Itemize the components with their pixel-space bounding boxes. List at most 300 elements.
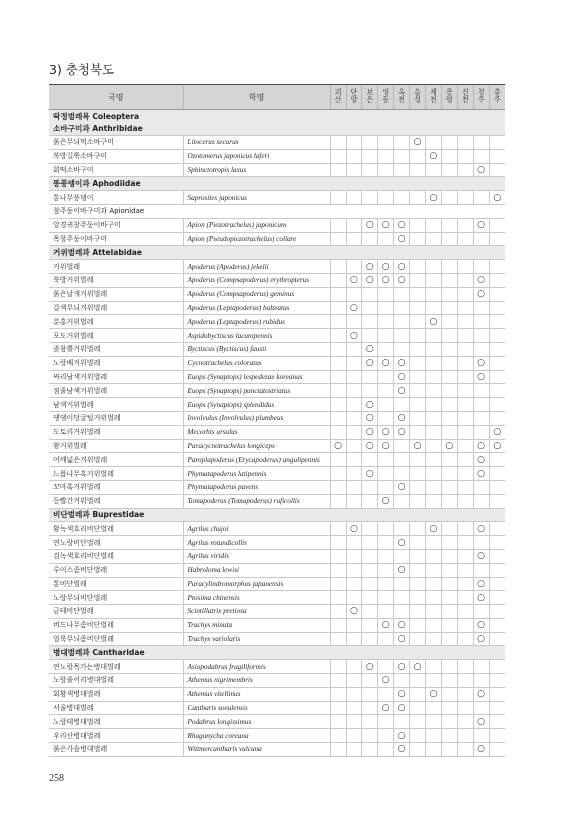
occurrence-mark: ○: [473, 743, 489, 757]
scientific-name-cell: Apion (Pseudopiezotrachelus) collare: [183, 232, 330, 246]
occurrence-mark: [441, 425, 457, 439]
occurrence-mark: [378, 136, 394, 150]
scientific-name-cell: Ozotomerus japonicus laferi: [183, 149, 330, 163]
occurrence-mark: [410, 522, 426, 536]
occurrence-mark: [330, 605, 346, 619]
occurrence-mark: [425, 674, 441, 688]
table-row: [49, 232, 505, 246]
occurrence-mark: ○: [473, 618, 489, 632]
occurrence-mark: [346, 715, 362, 729]
occurrence-mark: [362, 591, 378, 605]
occurrence-mark: [441, 287, 457, 301]
occurrence-mark: [441, 591, 457, 605]
occurrence-mark: [473, 384, 489, 398]
occurrence-mark: [378, 301, 394, 315]
family-label: 창주둥이바구미과 Apionidae: [53, 207, 145, 216]
occurrence-mark: ○: [473, 439, 489, 453]
occurrence-mark: [410, 563, 426, 577]
region-header-label: 단양: [349, 88, 359, 104]
scientific-name-cell: Phymatapoderus latipennis: [183, 467, 330, 481]
occurrence-mark: [330, 287, 346, 301]
occurrence-mark: [489, 522, 505, 536]
occurrence-mark: [394, 453, 410, 467]
occurrence-mark: ○: [378, 356, 394, 370]
family-label: 비단벌레과 Buprestidae: [53, 509, 145, 519]
occurrence-mark: ○: [378, 260, 394, 274]
occurrence-mark: [346, 232, 362, 246]
occurrence-mark: [489, 273, 505, 287]
occurrence-mark: [489, 163, 505, 177]
occurrence-mark: [473, 232, 489, 246]
scientific-name-cell: Habroloma lewisi: [183, 563, 330, 577]
occurrence-mark: [457, 577, 473, 591]
occurrence-mark: [330, 301, 346, 315]
occurrence-mark: ○: [410, 439, 426, 453]
occurrence-mark: ○: [473, 356, 489, 370]
occurrence-mark: [394, 342, 410, 356]
table-row: [49, 411, 505, 425]
korean-name-cell: 얼룩무늬좀비단벌레: [49, 632, 183, 646]
occurrence-mark: [410, 329, 426, 343]
occurrence-mark: [425, 218, 441, 232]
occurrence-mark: ○: [394, 356, 410, 370]
occurrence-mark: ○: [346, 329, 362, 343]
occurrence-mark: [457, 701, 473, 715]
occurrence-mark: [441, 674, 457, 688]
occurrence-mark: [346, 342, 362, 356]
occurrence-mark: [378, 729, 394, 743]
occurrence-mark: [489, 453, 505, 467]
korean-name-cell: 북방거위벌레: [49, 273, 183, 287]
occurrence-mark: [425, 342, 441, 356]
korean-name-cell: 거위벌레: [49, 260, 183, 274]
occurrence-mark: [473, 563, 489, 577]
occurrence-mark: ○: [362, 218, 378, 232]
occurrence-mark: [425, 605, 441, 619]
occurrence-mark: [378, 315, 394, 329]
occurrence-mark: [330, 384, 346, 398]
occurrence-mark: ○: [394, 687, 410, 701]
occurrence-mark: [441, 715, 457, 729]
occurrence-mark: [441, 632, 457, 646]
occurrence-mark: [425, 329, 441, 343]
occurrence-mark: [473, 605, 489, 619]
korean-name-cell: 노랑무늬비단벌레: [49, 591, 183, 605]
table-row: [49, 301, 505, 315]
occurrence-mark: [489, 701, 505, 715]
occurrence-mark: [457, 136, 473, 150]
occurrence-mark: [425, 260, 441, 274]
occurrence-mark: [457, 425, 473, 439]
region-header: [394, 85, 410, 110]
occurrence-mark: [378, 549, 394, 563]
korean-name-cell: 왕거위벌레: [49, 439, 183, 453]
occurrence-mark: [410, 453, 426, 467]
region-header: [346, 85, 362, 110]
occurrence-mark: [394, 605, 410, 619]
occurrence-mark: [410, 356, 426, 370]
occurrence-mark: ○: [473, 632, 489, 646]
table-row: [49, 701, 505, 715]
korean-name-header: 국명: [49, 85, 183, 110]
occurrence-mark: [410, 674, 426, 688]
scientific-name-cell: Wittmercantharis vulcana: [183, 743, 330, 757]
occurrence-mark: [489, 329, 505, 343]
occurrence-mark: [457, 715, 473, 729]
korean-name-cell: 남색거위벌레: [49, 398, 183, 412]
occurrence-mark: [410, 467, 426, 481]
region-header-label: 증평: [445, 88, 455, 104]
occurrence-mark: [425, 715, 441, 729]
occurrence-mark: [457, 398, 473, 412]
occurrence-mark: [330, 494, 346, 508]
occurrence-mark: [410, 301, 426, 315]
occurrence-mark: [378, 232, 394, 246]
region-header: [425, 85, 441, 110]
occurrence-mark: [330, 591, 346, 605]
occurrence-mark: [425, 632, 441, 646]
occurrence-mark: [457, 232, 473, 246]
family-cell: [49, 646, 505, 660]
occurrence-mark: ○: [378, 618, 394, 632]
scientific-name-cell: Athemus nigrimembris: [183, 674, 330, 688]
scientific-name-cell: Byctiscus (Byctiscus) fausti: [183, 342, 330, 356]
occurrence-mark: [489, 687, 505, 701]
occurrence-mark: [457, 218, 473, 232]
occurrence-mark: [489, 136, 505, 150]
table-row: [49, 384, 505, 398]
occurrence-mark: ○: [473, 715, 489, 729]
occurrence-mark: [346, 632, 362, 646]
scientific-name-cell: Apion (Piezotrachelus) japonicum: [183, 218, 330, 232]
scientific-name-header: 학명: [183, 85, 330, 110]
occurrence-mark: [441, 191, 457, 205]
occurrence-mark: [346, 149, 362, 163]
occurrence-mark: [378, 163, 394, 177]
family-cell: [49, 110, 505, 136]
occurrence-mark: [425, 563, 441, 577]
region-header-label: 진천: [461, 88, 471, 104]
table-row: [49, 439, 505, 453]
table-row: [49, 660, 505, 674]
occurrence-mark: [378, 632, 394, 646]
occurrence-mark: ○: [394, 370, 410, 384]
occurrence-mark: [457, 494, 473, 508]
occurrence-mark: [346, 563, 362, 577]
header-row: [49, 85, 505, 110]
occurrence-mark: [410, 687, 426, 701]
occurrence-mark: [441, 384, 457, 398]
scientific-name-cell: Apoderus (Compsapoderus) erythropterus: [183, 273, 330, 287]
occurrence-mark: [489, 632, 505, 646]
scientific-name-cell: Scintillatrix pretiosa: [183, 605, 330, 619]
table-row: [49, 563, 505, 577]
occurrence-mark: [394, 522, 410, 536]
occurrence-mark: [489, 356, 505, 370]
occurrence-mark: [425, 136, 441, 150]
occurrence-mark: [378, 287, 394, 301]
occurrence-mark: [410, 370, 426, 384]
korean-name-cell: 포도거위벌레: [49, 329, 183, 343]
occurrence-mark: [394, 549, 410, 563]
occurrence-mark: [489, 260, 505, 274]
occurrence-mark: [362, 453, 378, 467]
occurrence-mark: [441, 522, 457, 536]
table-row: [49, 425, 505, 439]
occurrence-mark: [362, 743, 378, 757]
occurrence-mark: [410, 577, 426, 591]
occurrence-mark: ○: [473, 549, 489, 563]
occurrence-mark: [330, 715, 346, 729]
region-header: [330, 85, 346, 110]
occurrence-mark: [394, 494, 410, 508]
occurrence-mark: [457, 384, 473, 398]
korean-name-cell: 버드나무좀비단벌레: [49, 618, 183, 632]
occurrence-mark: [441, 467, 457, 481]
occurrence-mark: [441, 260, 457, 274]
table-row: [49, 715, 505, 729]
family-label: 병대벌레과 Cantharidae: [53, 647, 145, 657]
occurrence-mark: [346, 577, 362, 591]
occurrence-mark: ○: [394, 563, 410, 577]
occurrence-mark: [330, 522, 346, 536]
scientific-name-cell: Rhagonycha coreana: [183, 729, 330, 743]
occurrence-mark: [378, 149, 394, 163]
scientific-name-cell: Euops (Synaptops) splendidus: [183, 398, 330, 412]
occurrence-mark: [425, 591, 441, 605]
occurrence-mark: [441, 218, 457, 232]
occurrence-mark: [425, 356, 441, 370]
table-row: [49, 467, 505, 481]
occurrence-mark: [346, 453, 362, 467]
occurrence-mark: [457, 370, 473, 384]
occurrence-mark: [489, 398, 505, 412]
table-row: [49, 342, 505, 356]
scientific-name-cell: Saprosites japonicus: [183, 191, 330, 205]
occurrence-mark: [362, 618, 378, 632]
scientific-name-cell: Apoderus (Leptapoderus) rubidus: [183, 315, 330, 329]
region-header-label: 괴산: [334, 88, 344, 104]
occurrence-mark: [441, 315, 457, 329]
occurrence-mark: [441, 356, 457, 370]
occurrence-mark: [457, 632, 473, 646]
korean-name-cell: 검녹색호리비단벌레: [49, 549, 183, 563]
scientific-name-cell: Podabrus longissimus: [183, 715, 330, 729]
scientific-name-cell: Phymatapoderus pavens: [183, 480, 330, 494]
occurrence-mark: [441, 232, 457, 246]
occurrence-mark: [346, 536, 362, 550]
table-row: [49, 549, 505, 563]
scientific-name-cell: Sphinctotropis laxus: [183, 163, 330, 177]
occurrence-mark: [441, 660, 457, 674]
occurrence-mark: [410, 218, 426, 232]
occurrence-mark: [489, 287, 505, 301]
occurrence-mark: ○: [473, 577, 489, 591]
occurrence-mark: [346, 163, 362, 177]
occurrence-mark: [362, 687, 378, 701]
table-row: [49, 218, 505, 232]
table-row: [49, 480, 505, 494]
scientific-name-cell: Euops (Synaptops) punctatostriatus: [183, 384, 330, 398]
occurrence-mark: [425, 618, 441, 632]
occurrence-mark: [330, 425, 346, 439]
occurrence-mark: [394, 329, 410, 343]
occurrence-mark: ○: [473, 522, 489, 536]
occurrence-mark: [362, 729, 378, 743]
occurrence-mark: ○: [362, 660, 378, 674]
occurrence-mark: [346, 370, 362, 384]
table-row: [49, 494, 505, 508]
occurrence-mark: ○: [394, 632, 410, 646]
occurrence-mark: ○: [378, 439, 394, 453]
occurrence-mark: [489, 301, 505, 315]
occurrence-mark: [330, 232, 346, 246]
table-row: [49, 577, 505, 591]
korean-name-cell: 회황색병대벌레: [49, 687, 183, 701]
occurrence-mark: ○: [394, 273, 410, 287]
occurrence-mark: [378, 743, 394, 757]
occurrence-mark: [425, 439, 441, 453]
occurrence-mark: [346, 439, 362, 453]
occurrence-mark: [378, 715, 394, 729]
occurrence-mark: ○: [362, 425, 378, 439]
occurrence-mark: [330, 743, 346, 757]
table-row: [49, 632, 505, 646]
page-number: 258: [49, 773, 64, 784]
occurrence-mark: [362, 163, 378, 177]
occurrence-mark: [346, 136, 362, 150]
scientific-name-cell: Paroplapoderus (Erycapoderus) angulipennis: [183, 453, 330, 467]
occurrence-mark: [330, 632, 346, 646]
occurrence-mark: [346, 701, 362, 715]
occurrence-mark: [410, 743, 426, 757]
scientific-name-cell: Trachys minuta: [183, 618, 330, 632]
occurrence-mark: [457, 618, 473, 632]
occurrence-mark: [457, 729, 473, 743]
occurrence-mark: [410, 232, 426, 246]
table-row: [49, 453, 505, 467]
occurrence-mark: [362, 301, 378, 315]
scientific-name-cell: Paracylindromorphus japanensis: [183, 577, 330, 591]
occurrence-mark: [330, 191, 346, 205]
scientific-name-cell: Euops (Synaptops) lespedezae koreanus: [183, 370, 330, 384]
table-row: [49, 260, 505, 274]
occurrence-mark: [362, 384, 378, 398]
korean-name-cell: 붉은가슴병대벌레: [49, 743, 183, 757]
occurrence-mark: [410, 163, 426, 177]
occurrence-mark: ○: [394, 260, 410, 274]
table-row: [49, 729, 505, 743]
occurrence-mark: [489, 591, 505, 605]
occurrence-mark: [489, 384, 505, 398]
family-label: 소바구미과 Anthribidae: [53, 123, 143, 133]
occurrence-mark: [425, 425, 441, 439]
table-row: [49, 618, 505, 632]
occurrence-mark: [425, 494, 441, 508]
occurrence-mark: ○: [362, 356, 378, 370]
korean-name-cell: 싸리남색거위벌레: [49, 370, 183, 384]
occurrence-mark: [441, 549, 457, 563]
table-row: [49, 356, 505, 370]
occurrence-mark: [489, 315, 505, 329]
region-header: [362, 85, 378, 110]
occurrence-mark: [362, 287, 378, 301]
occurrence-mark: ○: [473, 370, 489, 384]
occurrence-mark: [346, 729, 362, 743]
occurrence-mark: ○: [362, 467, 378, 481]
occurrence-mark: [362, 370, 378, 384]
occurrence-mark: ○: [425, 687, 441, 701]
scientific-name-cell: Agrilus rotundicollis: [183, 536, 330, 550]
occurrence-mark: ○: [425, 522, 441, 536]
occurrence-mark: [330, 453, 346, 467]
occurrence-mark: ○: [394, 743, 410, 757]
occurrence-mark: [425, 480, 441, 494]
occurrence-mark: [473, 660, 489, 674]
occurrence-mark: [346, 315, 362, 329]
occurrence-mark: [457, 536, 473, 550]
occurrence-mark: [362, 632, 378, 646]
occurrence-mark: [378, 411, 394, 425]
occurrence-mark: [425, 370, 441, 384]
occurrence-mark: [489, 618, 505, 632]
scientific-name-cell: Apoderus (Compsapoderus) geminus: [183, 287, 330, 301]
occurrence-mark: [378, 577, 394, 591]
occurrence-mark: [330, 674, 346, 688]
occurrence-mark: [378, 398, 394, 412]
occurrence-mark: [346, 425, 362, 439]
occurrence-mark: [441, 563, 457, 577]
occurrence-mark: ○: [473, 687, 489, 701]
occurrence-mark: [394, 467, 410, 481]
korean-name-cell: 북방길쭉소바구미: [49, 149, 183, 163]
occurrence-mark: [410, 273, 426, 287]
occurrence-mark: [410, 384, 426, 398]
region-header-label: 보은: [365, 88, 375, 104]
korean-name-cell: 등빨간거위벌레: [49, 494, 183, 508]
korean-name-cell: 황녹색호리비단벌레: [49, 522, 183, 536]
occurrence-mark: [473, 301, 489, 315]
occurrence-mark: [330, 577, 346, 591]
scientific-name-cell: Agrilus viridis: [183, 549, 330, 563]
occurrence-mark: [394, 315, 410, 329]
table-row: [49, 522, 505, 536]
region-header-label: 옥천: [397, 88, 407, 104]
occurrence-mark: ○: [378, 701, 394, 715]
occurrence-mark: [473, 260, 489, 274]
table-row: [49, 743, 505, 757]
occurrence-mark: ○: [394, 536, 410, 550]
occurrence-mark: [330, 342, 346, 356]
korean-name-cell: 목창주둥이바구미: [49, 232, 183, 246]
scientific-name-cell: Ptosima chinensis: [183, 591, 330, 605]
occurrence-mark: [346, 398, 362, 412]
occurrence-mark: ○: [394, 618, 410, 632]
table-row: [49, 329, 505, 343]
scientific-name-cell: Involvulus (Involvulus) plumbeus: [183, 411, 330, 425]
occurrence-mark: [378, 536, 394, 550]
occurrence-mark: [346, 384, 362, 398]
occurrence-mark: [457, 605, 473, 619]
region-header: [489, 85, 505, 110]
table-header: [49, 85, 505, 110]
occurrence-mark: [362, 136, 378, 150]
occurrence-mark: [441, 163, 457, 177]
occurrence-mark: [457, 687, 473, 701]
occurrence-mark: [362, 191, 378, 205]
korean-name-cell: 분홍거위벌레: [49, 315, 183, 329]
family-row: [49, 204, 505, 218]
